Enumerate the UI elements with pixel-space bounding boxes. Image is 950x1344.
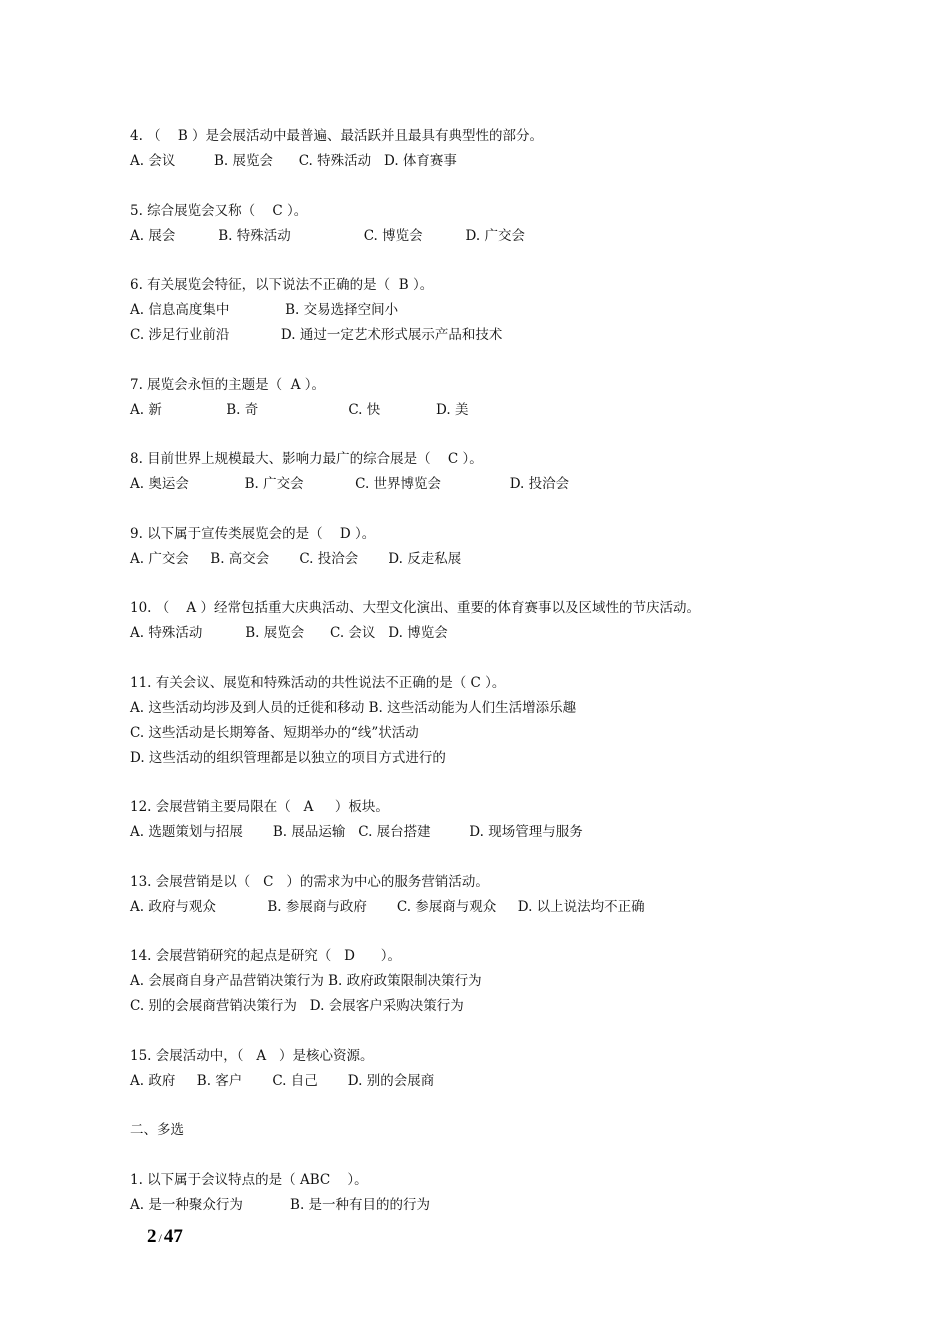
answer-options: A. 新 B. 奇 C. 快 D. 美 [130,401,469,418]
question-text: 9. 以下属于宣传类展览会的是（ D ）。 [130,525,376,542]
question-text: 14. 会展营销研究的起点是研究（ D ）。 [130,948,401,964]
page-current: 2 [147,1226,157,1247]
answer-options: A. 特殊活动 B. 展览会 C. 会议 D. 博览会 [130,625,448,641]
section-heading: 二、多选 [130,1122,184,1138]
answer-options: A. 广交会 B. 高交会 C. 投洽会 D. 反走私展 [130,550,462,567]
answer-options: D. 这些活动的组织管理都是以独立的项目方式进行的 [130,749,446,766]
answer-options: C. 这些活动是长期筹备、短期举办的“线”状活动 [130,724,419,741]
question-block [130,1044,890,1094]
answer-options: C. 别的会展商营销决策行为 D. 会展客户采购决策行为 [130,998,464,1014]
question-text: 15. 会展活动中，（ A ）是核心资源。 [130,1047,374,1064]
answer-options: A. 选题策划与招展 B. 展品运输 C. 展台搭建 D. 现场管理与服务 [130,824,583,840]
question-text: 11. 有关会议、展览和特殊活动的共性说法不正确的是（ C ）。 [130,674,506,691]
question-text: 7. 展览会永恒的主题是（ A ）。 [130,376,326,393]
question-text: 10. （ A ）经常包括重大庆典活动、大型文化演出、重要的体育赛事以及区域性的节庆活动。 [130,600,700,616]
answer-options: A. 政府与观众 B. 参展商与政府 C. 参展商与观众 D. 以上说法均不正确 [130,898,645,915]
question-block [130,522,890,572]
question-block [130,373,890,423]
page-separator: / [158,1231,162,1245]
question-block [130,273,890,348]
question-text: 13. 会展营销是以（ C ）的需求为中心的服务营销活动。 [130,873,489,890]
multiple-choice-questions [130,1168,890,1218]
question-block [130,447,890,497]
document-content [130,124,890,1242]
question-text: 4. （ B ）是会展活动中最普遍、最活跃并且最具有典型性的部分。 [130,128,544,144]
question-block [130,944,890,1019]
answer-options: C. 涉足行业前沿 D. 通过一定艺术形式展示产品和技术 [130,327,503,343]
question-block [130,124,890,174]
page-number [147,1226,183,1248]
single-choice-questions [130,124,890,1094]
answer-options: A. 会展商自身产品营销决策行为 B. 政府政策限制决策行为 [130,973,482,989]
question-text: 5. 综合展览会又称（ C ）。 [130,202,308,219]
question-block [130,671,890,771]
page-total: 47 [163,1226,183,1247]
answer-options: A. 奥运会 B. 广交会 C. 世界博览会 D. 投洽会 [130,476,570,492]
answer-options: A. 是一种聚众行为 B. 是一种有目的的行为 [130,1196,431,1213]
answer-options: A. 这些活动均涉及到人员的迁徙和移动 B. 这些活动能为人们生活增添乐趣 [130,699,577,716]
answer-options: A. 政府 B. 客户 C. 自己 D. 别的会展商 [130,1072,435,1089]
question-text: 1. 以下属于会议特点的是（ ABC ）。 [130,1171,368,1188]
question-text: 6. 有关展览会特征，以下说法不正确的是（ B ）。 [130,277,434,293]
answer-options: A. 会议 B. 展览会 C. 特殊活动 D. 体育赛事 [130,153,457,169]
question-block [130,870,890,920]
question-block [130,1168,890,1218]
question-text: 8. 目前世界上规模最大、影响力最广的综合展是（ C ）。 [130,451,483,467]
answer-options: A. 信息高度集中 B. 交易选择空间小 [130,302,399,318]
question-block [130,596,890,646]
answer-options: A. 展会 B. 特殊活动 C. 博览会 D. 广交会 [130,227,525,244]
question-block [130,795,890,845]
question-text: 12. 会展营销主要局限在（ A ）板块。 [130,799,389,815]
question-block [130,199,890,249]
